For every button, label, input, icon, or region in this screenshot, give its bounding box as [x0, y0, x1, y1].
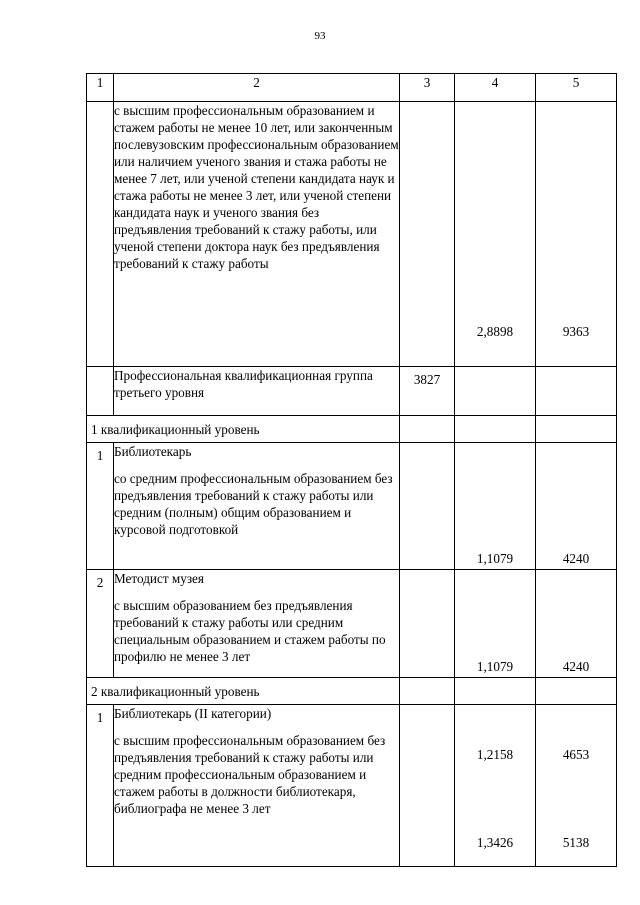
item-number: 1: [87, 705, 114, 867]
table-row: [87, 102, 617, 367]
coefficient-cell: 2,8898: [455, 102, 536, 367]
position-title: Библиотекарь (II категории): [114, 706, 272, 721]
salary-cell: 9363: [536, 102, 617, 367]
header-cell: 4: [455, 74, 536, 102]
level-label: 1 квалификационный уровень: [87, 416, 400, 443]
requirements-text: с высшим профессиональным образованием и стажем работы не менее 10 лет, или законченным послевузовским профессиональным образованием или наличием ученого звания и стажа работы не менее 7 лет, или ученой степени кандидата наук и стажа работы не менее 3 лет, или ученой степени кандидата наук и ученого звания без предъявления требований к стажу работы, или ученой степени доктора наук без предъявления требований к стажу работы: [114, 103, 399, 271]
group-title: Профессиональная квалификационная группа третьего уровня: [114, 368, 373, 400]
position-title: Методист музея: [114, 571, 204, 586]
page-number: 93: [314, 30, 326, 42]
position-title: Библиотекарь: [114, 444, 192, 459]
base-salary-cell: 3827: [400, 367, 455, 416]
salary-cell: 4653: [562, 747, 590, 762]
coefficient-cell: 1,2158: [476, 747, 514, 762]
coefficient-cell: 1,3426: [476, 835, 514, 850]
requirements-text: со средним профессиональным образованием без предъявления требований к стажу работы или средним (полным) общим образованием и курсовой подготовкой: [114, 471, 393, 537]
requirements-text: с высшим образованием без предъявления требований к стажу работы или средним специальным образованием и стажем работы по профилю не менее 3 лет: [114, 598, 386, 664]
level-label: 2 квалификационный уровень: [87, 678, 400, 705]
table-row: [87, 416, 617, 443]
table-row: [87, 705, 617, 867]
salary-table: [86, 73, 617, 867]
item-number: 1: [87, 443, 114, 570]
salary-cell: 4240: [536, 443, 617, 570]
coefficient-cell: 1,1079: [455, 443, 536, 570]
header-cell: 3: [400, 74, 455, 102]
table-row: [87, 570, 617, 678]
header-cell: 1: [87, 74, 114, 102]
table-header-row: [87, 74, 617, 102]
table-row: [87, 443, 617, 570]
item-number: 2: [87, 570, 114, 678]
header-cell: 2: [114, 74, 400, 102]
table-row: [87, 678, 617, 705]
salary-cell: 4240: [536, 570, 617, 678]
coefficient-cell: 1,1079: [455, 570, 536, 678]
salary-cell: 5138: [562, 835, 590, 850]
table-row: [87, 367, 617, 416]
header-cell: 5: [536, 74, 617, 102]
requirements-text: с высшим профессиональным образованием без предъявления требований к стажу работы или средним профессиональным образованием и стажем работы в должности библиотекаря, библиографа не менее 3 лет: [114, 733, 386, 816]
